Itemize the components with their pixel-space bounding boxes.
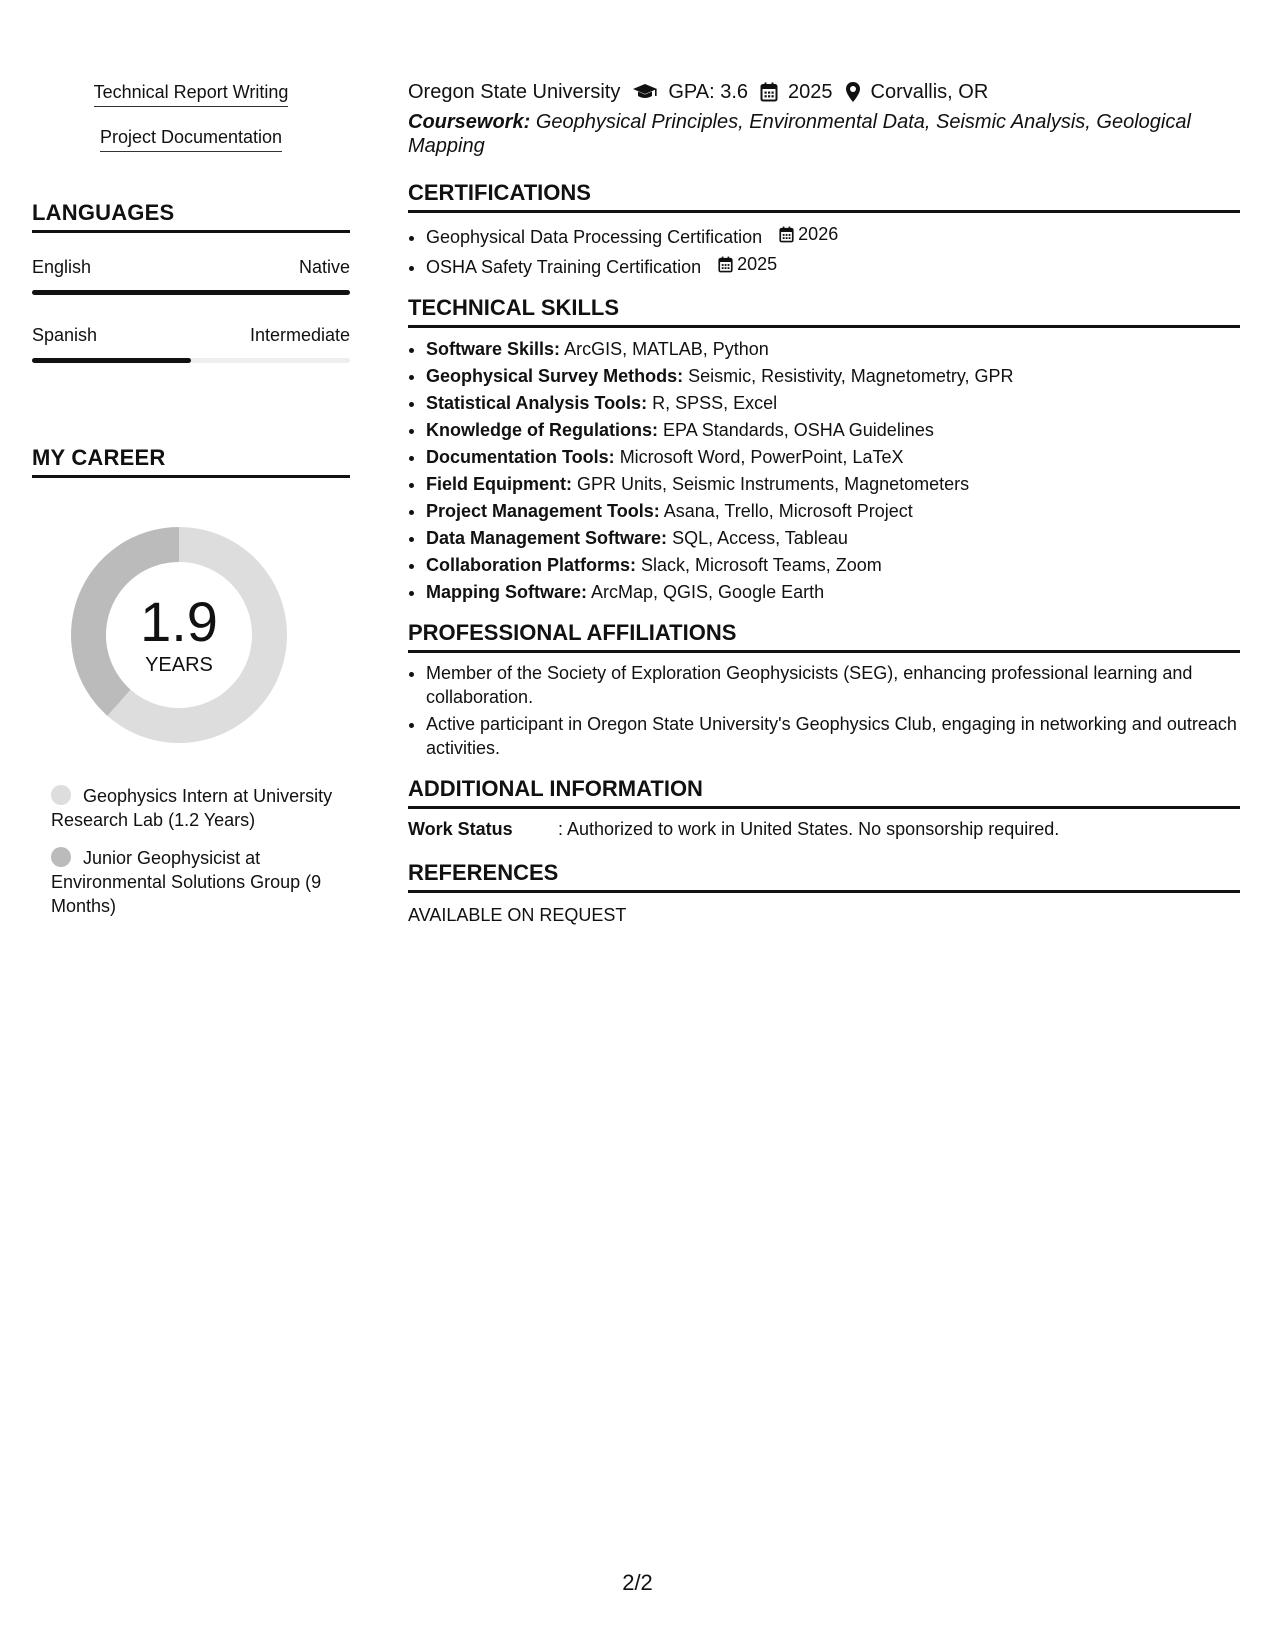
skill-label: Knowledge of Regulations: <box>426 420 658 440</box>
skill-value: R, SPSS, Excel <box>652 393 778 413</box>
skill-label: Collaboration Platforms: <box>426 555 637 575</box>
education-line <box>408 78 1240 106</box>
skill-value: Seismic, Resistivity, Magnetometry, GPR <box>688 366 1014 386</box>
language-level: Native <box>298 257 350 277</box>
skill-value: ArcGIS, MATLAB, Python <box>564 339 769 359</box>
career-role-title: Junior Geophysicist at Environmental Solutions Group (9 Months) <box>51 848 322 916</box>
technical-skill-item <box>426 336 1240 363</box>
skill-label: Software Skills: <box>426 339 561 359</box>
skill-label: Project Management Tools: <box>426 501 660 521</box>
career-legend-dot <box>51 847 71 867</box>
work-status-row <box>408 819 1240 840</box>
coursework-label: Coursework: <box>408 111 531 133</box>
school-location: Corvallis, OR <box>870 80 989 103</box>
certifications-list <box>408 221 1240 281</box>
references-text: AVAILABLE ON REQUEST <box>408 905 627 925</box>
calendar-icon <box>779 226 794 243</box>
certification-item <box>426 221 1240 251</box>
soft-skills-list <box>32 82 350 172</box>
affiliations-list <box>408 661 1240 760</box>
work-status-label: Work Status <box>408 819 513 839</box>
career-section <box>32 445 350 918</box>
skill-label: Statistical Analysis Tools: <box>426 393 648 413</box>
career-role <box>51 846 350 918</box>
certification-name: OSHA Safety Training Certification <box>426 257 702 277</box>
gpa: GPA: 3.6 <box>668 80 748 103</box>
languages-heading: LANGUAGES <box>32 200 350 233</box>
career-legend-dot <box>51 785 71 805</box>
technical-skills-list <box>408 336 1240 606</box>
skill-value: Slack, Microsoft Teams, Zoom <box>641 555 882 575</box>
calendar-icon <box>718 256 733 273</box>
left-column <box>32 82 350 932</box>
skill-value: EPA Standards, OSHA Guidelines <box>663 420 934 440</box>
soft-skill-item: Technical Report Writing <box>94 82 289 107</box>
right-column <box>408 78 1240 926</box>
skill-value: ArcMap, QGIS, Google Earth <box>591 582 825 602</box>
affiliation-item: • Active participant in Oregon State University's Geophysics Club, engaging in networking and outreach activities. <box>426 712 1240 760</box>
certification-year: 2025 <box>737 254 778 274</box>
skill-value: SQL, Access, Tableau <box>672 528 848 548</box>
graduation-cap-icon <box>632 82 658 102</box>
technical-skills-heading: TECHNICAL SKILLS <box>408 295 1240 328</box>
affiliation-item: • Member of the Society of Exploration Geophysicists (SEG), enhancing professional learning and collaboration. <box>426 661 1240 709</box>
skill-label: Geophysical Survey Methods: <box>426 366 684 386</box>
technical-skill-item <box>426 363 1240 390</box>
skill-value: GPR Units, Seismic Instruments, Magnetometers <box>577 474 970 494</box>
language-proficiency-bar <box>32 358 350 363</box>
career-total-unit: YEARS <box>145 653 213 676</box>
work-status-value: : Authorized to work in United States. No sponsorship required. <box>558 819 1060 839</box>
school-name: Oregon State University <box>408 80 621 103</box>
calendar-icon <box>760 82 778 102</box>
language-proficiency-fill <box>32 290 350 295</box>
references-heading: REFERENCES <box>408 860 1240 893</box>
coursework-list: Geophysical Principles, Environmental Data, Seismic Analysis, Geological Mapping <box>408 111 1191 157</box>
skill-label: Mapping Software: <box>426 582 587 602</box>
skill-label: Data Management Software: <box>426 528 668 548</box>
certification-year: 2026 <box>798 224 839 244</box>
skill-value: Asana, Trello, Microsoft Project <box>663 501 913 521</box>
certifications-heading: CERTIFICATIONS <box>408 180 1240 213</box>
coursework <box>408 110 1240 158</box>
language-name: English <box>32 257 92 277</box>
soft-skill-item: Project Documentation <box>100 127 282 152</box>
career-total-years: 1.9 <box>140 589 218 653</box>
language-level: Intermediate <box>249 325 350 345</box>
languages-section <box>32 200 350 363</box>
language-proficiency-fill <box>32 358 191 363</box>
technical-skill-item <box>426 471 1240 498</box>
certification-item <box>426 251 1240 281</box>
language-row <box>32 325 350 346</box>
skill-label: Field Equipment: <box>426 474 572 494</box>
technical-skill-item <box>426 417 1240 444</box>
technical-skill-item <box>426 498 1240 525</box>
technical-skill-item <box>426 579 1240 606</box>
career-heading: MY CAREER <box>32 445 350 478</box>
language-proficiency-bar <box>32 290 350 295</box>
technical-skill-item <box>426 525 1240 552</box>
technical-skill-item <box>426 444 1240 471</box>
language-name: Spanish <box>32 325 98 345</box>
graduation-year: 2025 <box>788 80 833 103</box>
additional-info-heading: ADDITIONAL INFORMATION <box>408 776 1240 809</box>
career-roles-list <box>32 784 350 918</box>
skill-value: Microsoft Word, PowerPoint, LaTeX <box>619 447 904 467</box>
page-number: 2/2 <box>622 1570 653 1595</box>
language-row <box>32 257 350 278</box>
affiliations-heading: PROFESSIONAL AFFILIATIONS <box>408 620 1240 653</box>
technical-skill-item <box>426 390 1240 417</box>
skill-label: Documentation Tools: <box>426 447 615 467</box>
certification-name: Geophysical Data Processing Certification <box>426 227 763 247</box>
career-role-title: Geophysics Intern at University Research Lab (1.2 Years) <box>51 786 333 830</box>
map-pin-icon <box>845 81 861 103</box>
career-role <box>51 784 350 832</box>
career-donut-chart <box>64 520 294 750</box>
technical-skill-item <box>426 552 1240 579</box>
